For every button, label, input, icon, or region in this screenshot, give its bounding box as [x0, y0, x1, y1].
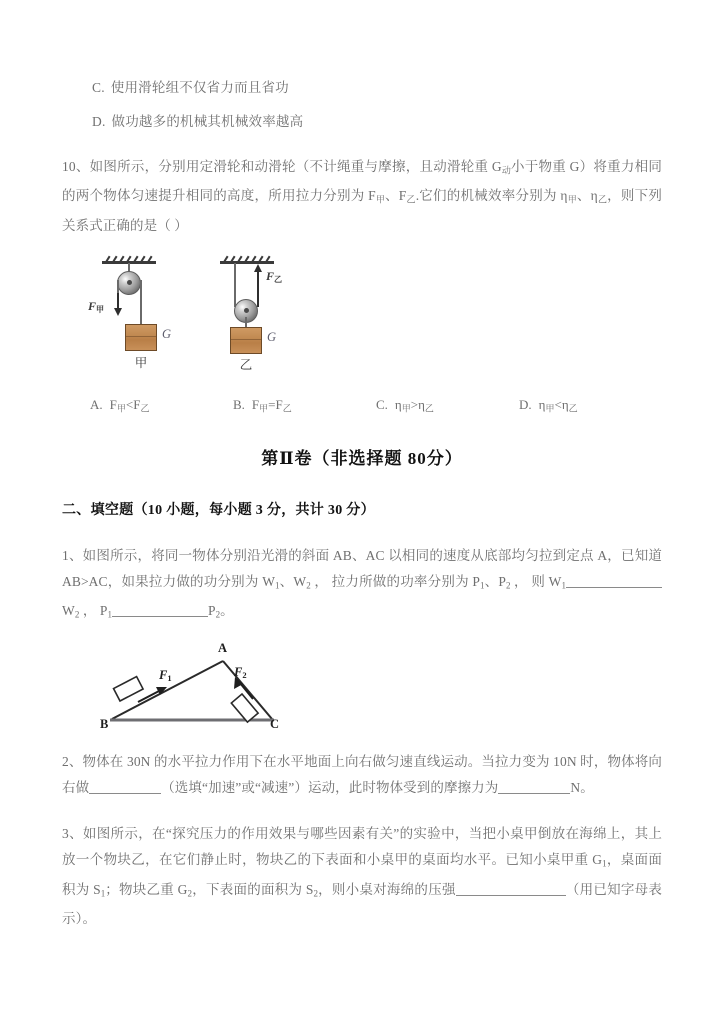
fill-question-3 — [62, 821, 662, 932]
subscript: 2 — [313, 887, 318, 898]
force-label-yi: $F_乙$ — [266, 268, 283, 284]
text-run: ，下表面的面积为 S — [192, 881, 314, 897]
q10-option-c-label: C. — [376, 396, 388, 412]
text-run: W — [62, 603, 75, 618]
text-run: ， 则 W — [510, 573, 562, 589]
q10-option-d-label: D. — [519, 396, 532, 412]
subscript: 2 — [306, 580, 311, 590]
fill-question-3-number: 3、 — [62, 826, 83, 842]
question-10-sub-3: 乙 — [406, 194, 416, 205]
question-10-sub-1: 动 — [501, 165, 512, 176]
fill-question-2 — [62, 749, 662, 801]
question-10-sub-4: 甲 — [567, 194, 577, 205]
inclined-plane-svg — [90, 637, 340, 733]
fill-question-1-number: 1、 — [62, 547, 83, 563]
option-c-text: 使用滑轮组不仅省力而且省功 — [110, 80, 289, 95]
question-10-sub-2: 甲 — [375, 194, 386, 205]
text-run: ，桌面面积为 S — [62, 852, 662, 897]
text-run: （用已知字母表示）。 — [62, 881, 662, 926]
q10-option-a[interactable]: A. $F_甲<F_乙$ — [90, 396, 150, 413]
fixed-pulley-icon — [117, 271, 141, 295]
text-run: 如图所示，将同一物体分别沿光滑的斜面 AB、AC 以相同的速度从底部均匀拉到定点 A，已知道 AB>AC，如果拉力做的功分别为 W — [62, 547, 663, 589]
fill-question-2-body — [62, 754, 662, 795]
question-10-stem — [62, 154, 662, 239]
option-c — [92, 78, 662, 98]
subscript: 1 — [107, 609, 113, 620]
weight-label-yi: G — [267, 329, 277, 344]
q10-option-b[interactable]: B. $F_甲=F_乙$ — [233, 396, 292, 413]
question-10-text-4: .它们的机械效率分别为 η — [415, 188, 568, 204]
question-10-text-6: ，则下列关系式正确的是（ ） — [62, 188, 662, 233]
force-label-f1: $F_1$ — [159, 668, 172, 684]
q10-option-c[interactable]: C. $\eta_甲>\eta_乙$ — [376, 396, 434, 413]
text-run: ；物块乙重 G — [105, 881, 188, 897]
force-label-jia: $F_甲$ — [88, 298, 105, 314]
option-d-label: D. — [92, 114, 106, 129]
question-10-text-3: 、F — [385, 188, 407, 204]
subscript: 1 — [561, 580, 566, 590]
question-10-text-1: 如图所示，分别用定滑轮和动滑轮（不计绳重与摩擦，且动滑轮重 G — [89, 159, 502, 174]
answer-blank[interactable] — [498, 781, 570, 794]
subscript: 1 — [480, 580, 485, 590]
inclined-plane-figure — [62, 637, 662, 733]
subscript: 2 — [74, 609, 80, 620]
question-10-text-2: 小于物重 G）将重力相同的两个物体匀速提升相同的高度，所用拉力分别为 F — [62, 159, 662, 204]
option-d-text: 做功越多的机械其机械效率越高 — [111, 114, 304, 129]
volume-title: 第Ⅱ卷（非选择题 80分） — [261, 448, 463, 468]
text-run: ， 拉力所做的功率分别为 P — [310, 573, 480, 589]
question-10-text-5: 、η — [576, 188, 598, 204]
weight-block-jia — [125, 324, 157, 351]
subscript: 1 — [100, 887, 106, 898]
text-run: 、W — [279, 573, 307, 589]
option-c-label: C. — [92, 80, 105, 95]
answer-blank[interactable] — [566, 575, 662, 588]
caption-yi: 乙 — [239, 357, 253, 372]
text-run: 物体在 30N 的水平拉力作用下在水平地面上向右做匀速直线运动。当拉力变为 10N 时，物体将向右做 — [62, 754, 662, 796]
rope-right-side — [140, 280, 142, 324]
page-content — [62, 78, 662, 932]
fill-question-1-body — [62, 548, 662, 618]
option-d — [92, 112, 662, 132]
subscript: 1 — [275, 580, 280, 590]
subscript: 2 — [505, 580, 511, 590]
force-label-f2: $F_2$ — [234, 665, 247, 681]
rope-anchor-strand — [234, 263, 236, 307]
weight-block-yi — [230, 327, 262, 354]
force-arrow-jia — [117, 293, 119, 309]
question-10-options — [90, 397, 662, 414]
weight-label-jia: G — [162, 326, 172, 341]
q10-option-a-label: A. — [90, 396, 103, 412]
fill-question-3-body — [62, 826, 662, 926]
text-run: 。 — [220, 603, 234, 618]
text-run: （选填“加速”或“减速”）运动，此时物体受到的摩擦力为 — [161, 780, 499, 796]
pulley-figure — [62, 247, 662, 373]
force-arrow-yi — [257, 271, 259, 307]
fill-question-1 — [62, 543, 662, 628]
question-10-sub-5: 乙 — [597, 194, 608, 205]
question-10-number: 10、 — [62, 159, 90, 174]
subscript: 2 — [215, 609, 221, 620]
vertex-label-b: B — [100, 717, 109, 732]
ceiling-right — [220, 261, 274, 264]
text-run: ，则小桌对海绵的压强 — [317, 881, 456, 897]
text-run: P — [208, 603, 216, 618]
q10-option-b-label: B. — [233, 396, 245, 412]
q10-option-d[interactable]: D. $\eta_甲<\eta_乙$ — [519, 396, 578, 413]
vertex-label-a: A — [218, 641, 228, 656]
answer-blank[interactable] — [456, 883, 566, 896]
text-run: 、P — [484, 573, 506, 589]
subscript: 1 — [602, 858, 607, 869]
caption-jia: 甲 — [134, 355, 148, 370]
vertex-label-c: C — [270, 717, 280, 732]
text-run: 如图所示，在“探究压力的作用效果与哪些因素有关”的实验中，当把小桌甲倒放在海绵上，其上放一个物块乙，在它们静止时，物块乙的下表面和小桌甲的桌面均水平。已知小桌甲重 G — [62, 826, 662, 868]
section-title-fill-in: 二、填空题（10 小题，每小题 3 分，共计 30 分） — [62, 502, 375, 518]
subscript: 2 — [187, 887, 193, 898]
answer-blank[interactable] — [112, 604, 208, 617]
fill-question-2-number: 2、 — [62, 754, 83, 770]
text-run: N。 — [570, 780, 594, 796]
answer-blank[interactable] — [89, 781, 161, 794]
text-run: ， P — [79, 603, 108, 618]
